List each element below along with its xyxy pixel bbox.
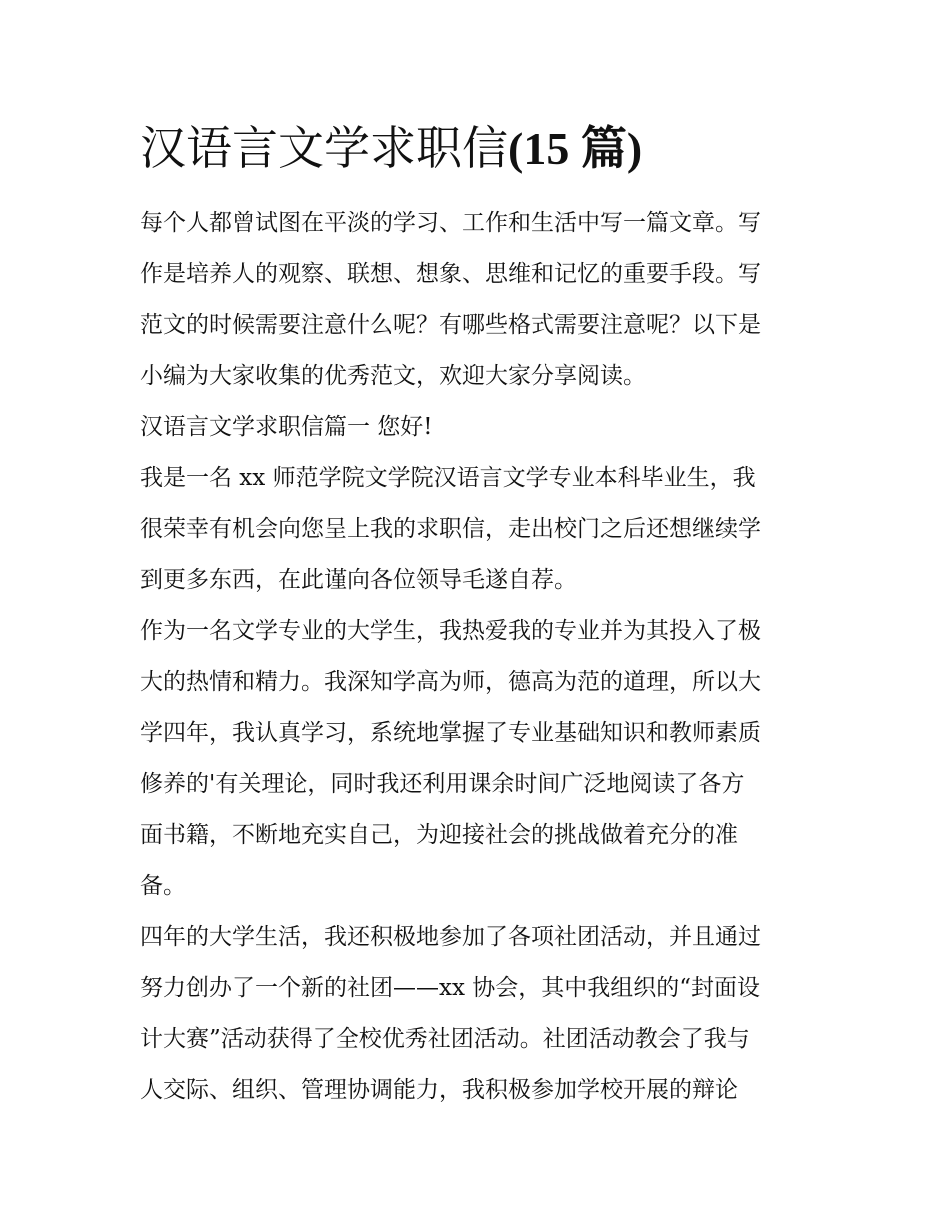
title-suffix: (15 篇) xyxy=(508,123,643,174)
text-line: 到更多东西，在此谨向各位领导毛遂自荐。 xyxy=(140,567,577,593)
text-line: 我是一名 xx 师范学院文学院汉语言文学专业本科毕业生，我 xyxy=(140,465,756,491)
paragraph-intro xyxy=(140,198,812,402)
text-line: 修养的'有关理论，同时我还利用课余时间广泛地阅读了各方 xyxy=(140,771,745,797)
title-main: 汉语言文学求职信 xyxy=(140,121,508,175)
text-line: 作为一名文学专业的大学生，我热爱我的专业并为其投入了极 xyxy=(140,618,761,644)
paragraph-activities xyxy=(140,912,812,1116)
text-line: 每个人都曾试图在平淡的学习、工作和生活中写一篇文章。写 xyxy=(140,210,761,236)
text-line: 面书籍，不断地充实自己，为迎接社会的挑战做着充分的准 xyxy=(140,822,738,848)
text-line: 努力创办了一个新的社团——xx 协会，其中我组织的“封面设 xyxy=(140,975,761,1001)
document-body xyxy=(140,198,812,1116)
paragraph-heading xyxy=(140,402,812,453)
paragraph-introduction xyxy=(140,453,812,606)
text-line: 范文的时候需要注意什么呢？有哪些格式需要注意呢？以下是 xyxy=(140,312,761,338)
text-line: 作是培养人的观察、联想、想象、思维和记忆的重要手段。写 xyxy=(140,261,761,287)
text-line: 人交际、组织、管理协调能力，我积极参加学校开展的辩论 xyxy=(140,1077,738,1103)
text-line: 小编为大家收集的优秀范文，欢迎大家分享阅读。 xyxy=(140,363,646,389)
text-line: 汉语言文学求职信篇一 您好! xyxy=(140,414,433,440)
text-line: 大的热情和精力。我深知学高为师，德高为范的道理，所以大 xyxy=(140,669,761,695)
paragraph-study xyxy=(140,606,812,912)
text-line: 很荣幸有机会向您呈上我的求职信，走出校门之后还想继续学 xyxy=(140,516,761,542)
text-line: 四年的大学生活，我还积极地参加了各项社团活动，并且通过 xyxy=(140,924,761,950)
text-line: 学四年，我认真学习，系统地掌握了专业基础知识和教师素质 xyxy=(140,720,761,746)
document-title xyxy=(140,116,812,181)
text-line: 备。 xyxy=(140,873,186,899)
text-line: 计大赛”活动获得了全校优秀社团活动。社团活动教会了我与 xyxy=(140,1026,750,1052)
